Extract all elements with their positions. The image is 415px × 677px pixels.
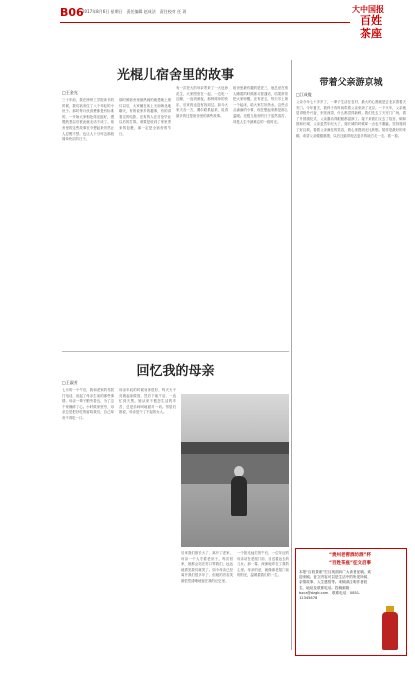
article-2-title: 回忆我的母亲 [136,364,215,379]
page-number: B06 [60,6,84,19]
mother-photo [181,394,289,547]
column-divider [291,60,292,650]
article-1-col-1: 三十年前，我在徐州工学院读书的时候，我们宿舍住了八个年轻的小伙子。那时每月伙食费都是有标准的，一开始大家相处得还挺好，慢慢熟悉以后彼此就无话不谈了。宿舍里的这些故事至今想起来仍然让人忍俊不禁，也让人十分怀念那段简单快乐的日子。 [62,98,114,142]
article-1-col-4: 宿舍里最有趣的是老三，他总爱在别人睡着的时候练习普通话，结果常常把大家吵醒。还有老五，每天早上第一个起床，给大家打好热水。这些点点滴滴的小事，现在想起来都是那么温暖。光棍儿宿舍的日子虽然清苦，却是人生中最难忘的一段时光。 [233,86,288,124]
dateline: 2017年8月6日 星期日 责任编辑 赵成洁 责任校对 任 玥 [82,9,187,14]
article-2-col-3: 后来我们都长大了，离开了老家，母亲一个人守着老房子。每次回家，她都会站在村口等我们，远远地看见我们就笑了。如今母亲已经离开我们很多年了，但她的音容笑貌依然清晰地留在我的记忆里。 [181,551,233,583]
article-2-col-2: 母亲年轻的时候身体很好，每天天不亮就起床做饭，然后下地干活，一直忙到天黑。她从来不抱怨生活的辛苦，总是乐呵呵地面对一切。邻居们都说，母亲是个了不起的女人。 [119,388,176,415]
article-3-body: 父亲今年七十多岁了，一辈子生活在农村，最大的心愿就是去北京看看天安门。今年夏天，我终于有时间带着父亲来到了北京。一下火车，父亲就显得格外兴奋，东张西望，什么都觉得新鲜。我们先去了天安门广场，看了升国旗仪式，父亲激动得眼眶都湿润了。接下来我们又去了故宫、颐和园和长城，父亲虽然年纪大了，爬长城的时候却一点也不服输，坚持爬到了好汉坡。看着父亲满足的笑容，我心里感到无比欣慰。陪伴是最好的孝顺，希望父亲健健康康，以后还能带他去更多的地方走一走、看一看。 [296,100,406,138]
article-2-col-4: 一个阳光灿烂的午后，一位年迈的母亲站在老屋门前，目送着远去的儿女。那一幕，深深地印在了我的心里。母亲的爱，就像那老屋门前的阳光，温暖着我们的一生。 [237,551,289,578]
article-3-title: 带着父亲游京城 [319,78,383,88]
ad-headline-2: “百姓茶座”征文启事 [329,561,371,566]
article-2-col-1: 七月的一个午后，我和老家的邻居打电话，说起了母亲生前的那些事情。母亲一辈子勤劳善良，为了这个家操碎了心。小时候家里穷，母亲总是把好吃的留给我们，自己却舍不得吃一口。 [62,388,114,420]
article-1-col-3: 有一次老大的母亲寄来了一大包炒花生，大家围坐在一起，一边吃一边聊，一直到深夜。那种简单的快乐，后来再也没有找到过。如今大家天各一方，偶尔联系起来，说得最多的还是宿舍里的那些故事。 [176,86,228,118]
ad-body: 本报“百姓茶座”栏目现面向广大读者征稿，欢迎来稿。征文内容可以是生活中的所见所闻、亲情故事、人生感悟等。来稿请注明作者姓名、地址及联系电话。投稿邮箱：bxcz@dzgb.com 联系电话：0851-12345678 [299,570,372,601]
article-1-col-2: 那时候宿舍里最热闹的就是晚上熄灯以后，大家躺在床上天南海北地聊天，有的说家乡的趣事，有的讲看过的电影，还有的人在讨论毕业以后的打算。谁要是收到了家里寄来的包裹，那一定是全宿舍的节日。 [119,98,171,136]
article-divider [62,351,289,352]
header-rule [60,22,350,23]
article-1-author: □王金光 [62,90,78,95]
article-2-author: □王淑芳 [62,380,78,385]
article-3-author: □江成俊 [296,92,312,97]
section-title: 百姓 茶座 [360,14,382,40]
liquor-bottle-icon [382,612,398,650]
ad-headline-1: “贵州老窖酒坊酒”杯 [329,553,371,558]
newspaper-logo: 大中国报 [352,4,384,14]
article-1-title: 光棍儿宿舍里的故事 [116,68,234,83]
